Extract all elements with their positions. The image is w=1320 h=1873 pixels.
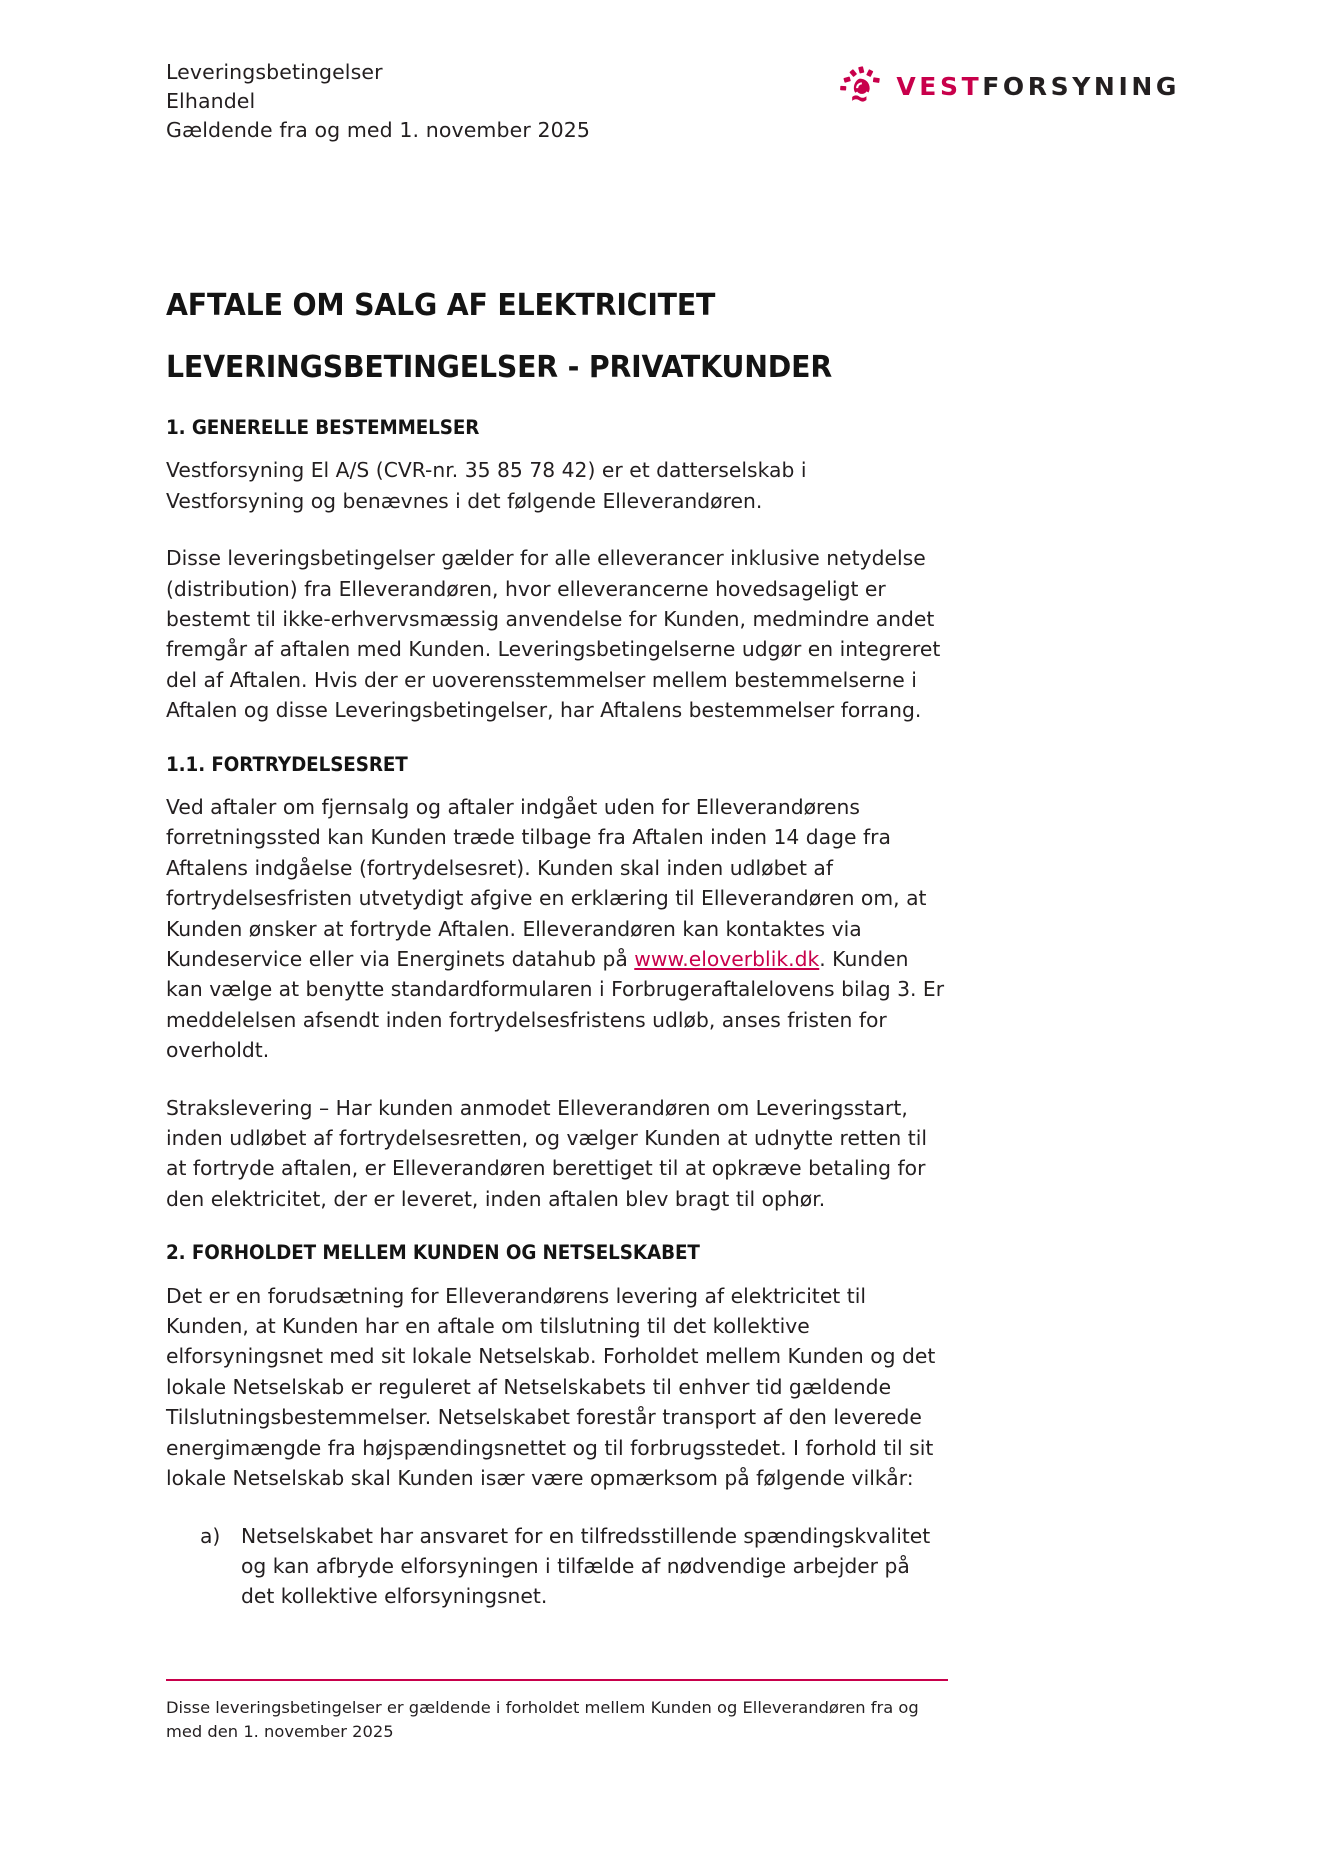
document-footer	[166, 1679, 948, 1744]
section-1-paragraph-2: Disse leveringsbetingelser gælder for alle elleverancer inklusive netydelse (distribution) fra Elleverandøren, hvor elleverancerne hovedsageligt er bestemt til ikke-erhvervsmæssig anvendelse for Kunden, medmindre andet fremgår af aftalen med Kunden. Leveringsbetingelserne udgør en integreret del af Aftalen. Hvis der er uoverensstemmelser mellem bestemmelserne i Aftalen og disse Leveringsbetingelser, har Aftalens bestemmelser forrang.	[166, 546, 941, 723]
section-2-paragraph-1: Det er en forudsætning for Elleverandørens levering af elektricitet til Kunden, at Kunden har en aftale om tilslutning til det kollektive elforsyningsnet med sit lokale Netselskab. Forholdet mellem Kunden og det lokale Netselskab er reguleret af Netselskabets til enhver tid gældende Tilslutningsbestemmelser. Netselskabet forestår transport af den leverede energimængde fra højspændingsnettet og til forbrugsstedet. I forhold til sit lokale Netselskab skal Kunden især være opmærksom på følgende vilkår:	[166, 1283, 936, 1491]
section-1-1-text-after-link: . Kunden kan vælge at benytte standardformularen i Forbrugeraftalelovens bilag 3. Er meddelelsen afsendt inden fortrydelsesfristens udløb, anses fristen for overholdt.	[166, 947, 945, 1063]
footer-divider	[166, 1679, 948, 1681]
section-2-list	[166, 1521, 948, 1612]
section-1-paragraph-1: Vestforsyning El A/S (CVR-nr. 35 85 78 42) er et datterselskab i Vestforsyning og benævnes i det følgende Elleverandøren.	[166, 458, 807, 513]
page-subtitle: LEVERINGSBETINGELSER - PRIVATKUNDER	[166, 349, 832, 385]
logo-word-vest: VEST	[896, 71, 983, 101]
section-heading-2: 2. FORHOLDET MELLEM KUNDEN OG NETSELSKABET	[166, 1241, 700, 1265]
section-heading-1: 1. GENERELLE BESTEMMELSER	[166, 415, 480, 439]
header-line-1: Leveringsbetingelser	[166, 60, 383, 84]
list-item-marker: a)	[200, 1523, 221, 1548]
logo-word-forsyning: FORSYNING	[982, 71, 1180, 101]
eloverblik-link[interactable]: www.eloverblik.dk	[634, 947, 820, 972]
vestforsyning-logo	[837, 63, 1180, 109]
footer-text: Disse leveringsbetingelser er gældende i forholdet mellem Kunden og Elleverandøren fra og med den 1. november 2025	[166, 1697, 919, 1741]
section-1-1-paragraph-2: Strakslevering – Har kunden anmodet Elleverandøren om Leveringsstart, inden udløbet af fortrydelsesretten, og vælger Kunden at udnytte retten til at fortryde aftalen, er Elleverandøren berettiget til at opkræve betaling for den elektricitet, der er leveret, inden aftalen blev bragt til ophør.	[166, 1095, 928, 1211]
list-item-text: Netselskabet har ansvaret for en tilfredsstillende spændingskvalitet og kan afbryde elforsyningen i tilfælde af nødvendige arbejder på det kollektive elforsyningsnet.	[241, 1523, 931, 1609]
section-1-1-text-before-link: Ved aftaler om fjernsalg og aftaler indgået uden for Elleverandørens forretningssted kan Kunden træde tilbage fra Aftalen inden 14 dage fra Aftalens indgåelse (fortrydelsesret). Kunden skal inden udløbet af fortrydelsesfristen utvetydigt afgive en erklæring til Elleverandøren om, at Kunden ønsker at fortryde Aftalen. Elleverandøren kan kontaktes via Kundeservice eller via Energinets datahub på	[166, 795, 927, 972]
document-header	[166, 58, 1180, 145]
sun-wave-logo-icon	[837, 63, 883, 109]
logo-wordmark	[896, 71, 1180, 101]
list-item	[166, 1521, 948, 1612]
section-1-1-paragraph-1	[166, 792, 948, 1066]
section-heading-1-1: 1.1. FORTRYDELSESRET	[166, 752, 408, 776]
page-title: AFTALE OM SALG AF ELEKTRICITET	[166, 288, 716, 323]
header-line-3: Gældende fra og med 1. november 2025	[166, 118, 591, 142]
document-body	[166, 288, 948, 1632]
header-meta-block	[166, 58, 590, 145]
header-line-2: Elhandel	[166, 89, 256, 113]
